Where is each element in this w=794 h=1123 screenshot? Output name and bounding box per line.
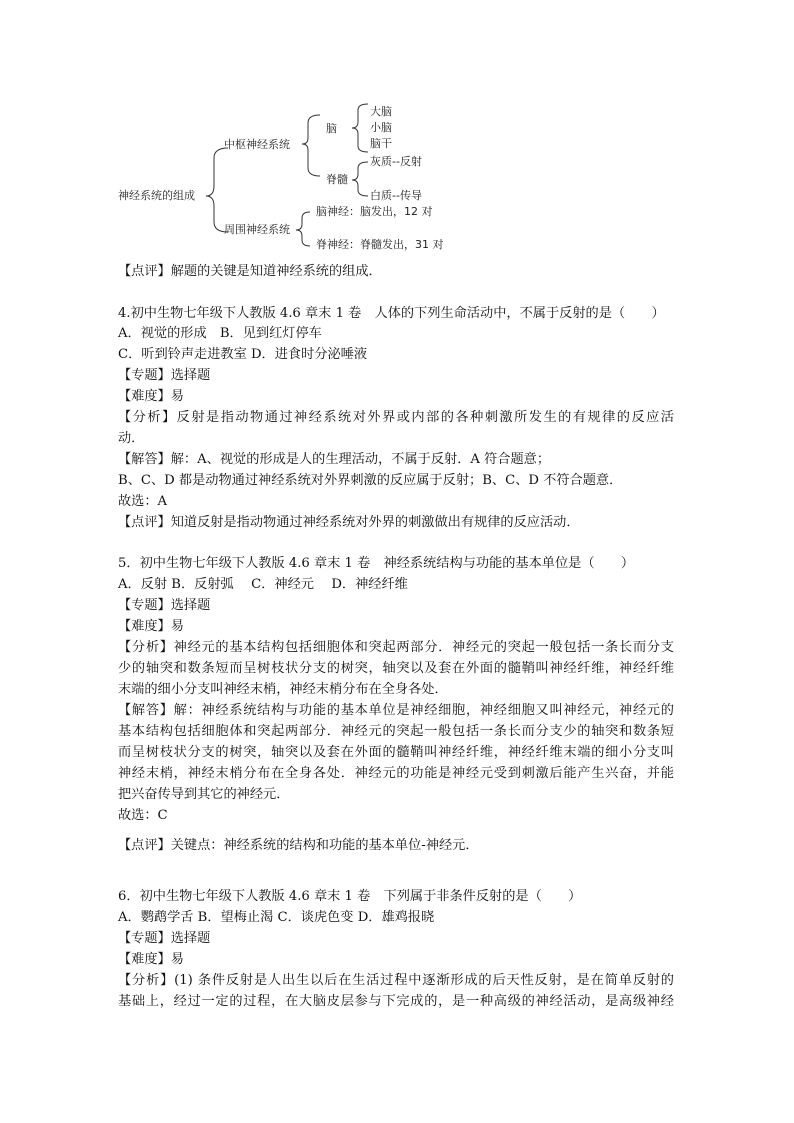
question-5-answer-cont-2: 而呈树枝状分支的树突，轴突以及套在外面的髓鞘叫神经纤维，神经纤维末端的细小分支叫 [118, 745, 674, 760]
question-4-answer: 【解答】解：A、视觉的形成是人的生理活动，不属于反射．A 符合题意； [118, 452, 551, 467]
comment-line: 【点评】解题的关键是知道神经系统的组成． [118, 264, 382, 279]
diagram-brain-label: 脑 [326, 122, 337, 135]
question-5-answer: 【解答】解：神经系统结构与功能的基本单位是神经细胞，神经细胞又叫神经元，神经元的 [118, 703, 674, 718]
question-6-stem: 6．初中生物七年级下人教版 4.6 章末 1 卷 下列属于非条件反射的是（ ） [118, 889, 582, 904]
question-4-analysis: 【分析】反射是指动物通过神经系统对外界或内部的各种刺激所发生的有规律的反应活 [118, 410, 674, 425]
diagram-brain-part-2: 小脑 [370, 121, 392, 134]
question-5-difficulty: 【难度】易 [118, 619, 184, 634]
question-4-stem: 4.初中生物七年级下人教版 4.6 章末 1 卷 人体的下列生命活动中，不属于反射的是（ ） [118, 306, 665, 321]
question-5-comment: 【点评】关键点：神经系统的结构和功能的基本单位-神经元． [118, 838, 479, 853]
question-5-options: A．反射 B．反射弧 C．神经元 D．神经纤维 [118, 577, 408, 592]
diagram-gray-matter-label: 灰质--反射 [370, 155, 422, 168]
question-5-stem: 5．初中生物七年级下人教版 4.6 章末 1 卷 神经系统结构与功能的基本单位是（ ） [118, 556, 635, 571]
question-6-options: A．鹦鹉学舌 B．望梅止渴 C．谈虎色变 D．雄鸡报晓 [118, 910, 435, 925]
question-5-choice: 故选：C [118, 808, 168, 823]
question-5-topic: 【专题】选择题 [118, 598, 211, 613]
question-4-choice: 故选：A [118, 494, 168, 509]
question-5-answer-cont-3: 神经末梢，神经末梢分布在全身各处．神经元的功能是神经元受到刺激后能产生兴奋，并能 [118, 766, 674, 781]
question-4-answer-cont: B、C、D 都是动物通过神经系统对外界刺激的反应属于反射；B、C、D 不符合题意． [118, 473, 623, 488]
question-5-answer-cont-1: 基本结构包括细胞体和突起两部分．神经元的突起一般包括一条长而分支少的轴突和数条短 [118, 724, 674, 739]
diagram-white-matter-label: 白质--传导 [370, 189, 422, 202]
question-5-analysis: 【分析】神经元的基本结构包括细胞体和突起两部分．神经元的突起一般包括一条长而分支 [118, 640, 674, 655]
nervous-system-diagram [118, 96, 458, 258]
question-6-topic: 【专题】选择题 [118, 931, 211, 946]
diagram-root-label: 神经系统的组成 [118, 189, 195, 202]
question-4-difficulty: 【难度】易 [118, 389, 184, 404]
diagram-cns-label: 中枢神经系统 [224, 138, 290, 151]
question-4-comment: 【点评】知道反射是指动物通过神经系统对外界的刺激做出有规律的反应活动． [118, 515, 580, 530]
diagram-brain-part-1: 大脑 [370, 105, 392, 118]
diagram-brain-part-3: 脑干 [370, 137, 392, 150]
question-5-analysis-cont-1: 少的轴突和数条短而呈树枝状分支的树突，轴突以及套在外面的髓鞘叫神经纤维，神经纤维 [118, 661, 674, 676]
question-6-difficulty: 【难度】易 [118, 952, 184, 967]
diagram-spinal-cord-label: 脊髓 [326, 173, 348, 186]
diagram-cranial-nerves-label: 脑神经：脑发出，12 对 [316, 205, 433, 218]
question-4-analysis-cont: 动． [118, 431, 145, 446]
question-4-topic: 【专题】选择题 [118, 368, 211, 383]
question-6-analysis: 【分析】(1) 条件反射是人出生以后在生活过程中逐渐形成的后天性反射，是在简单反射的 [118, 973, 674, 988]
question-4-options-cd: C．听到铃声走进教室 D．进食时分泌唾液 [118, 347, 368, 362]
question-6-analysis-cont: 基础上，经过一定的过程，在大脑皮层参与下完成的，是一种高级的神经活动，是高级神经 [118, 994, 674, 1009]
question-4-options-ab: A．视觉的形成 B．见到红灯停车 [118, 326, 322, 341]
diagram-pns-label: 周围神经系统 [224, 223, 290, 236]
question-5-analysis-cont-2: 末端的细小分支叫神经末梢，神经末梢分布在全身各处． [118, 682, 448, 697]
question-5-answer-cont-4: 把兴奋传导到其它的神经元． [118, 787, 290, 802]
diagram-spinal-nerves-label: 脊神经：脊髓发出，31 对 [316, 238, 444, 251]
